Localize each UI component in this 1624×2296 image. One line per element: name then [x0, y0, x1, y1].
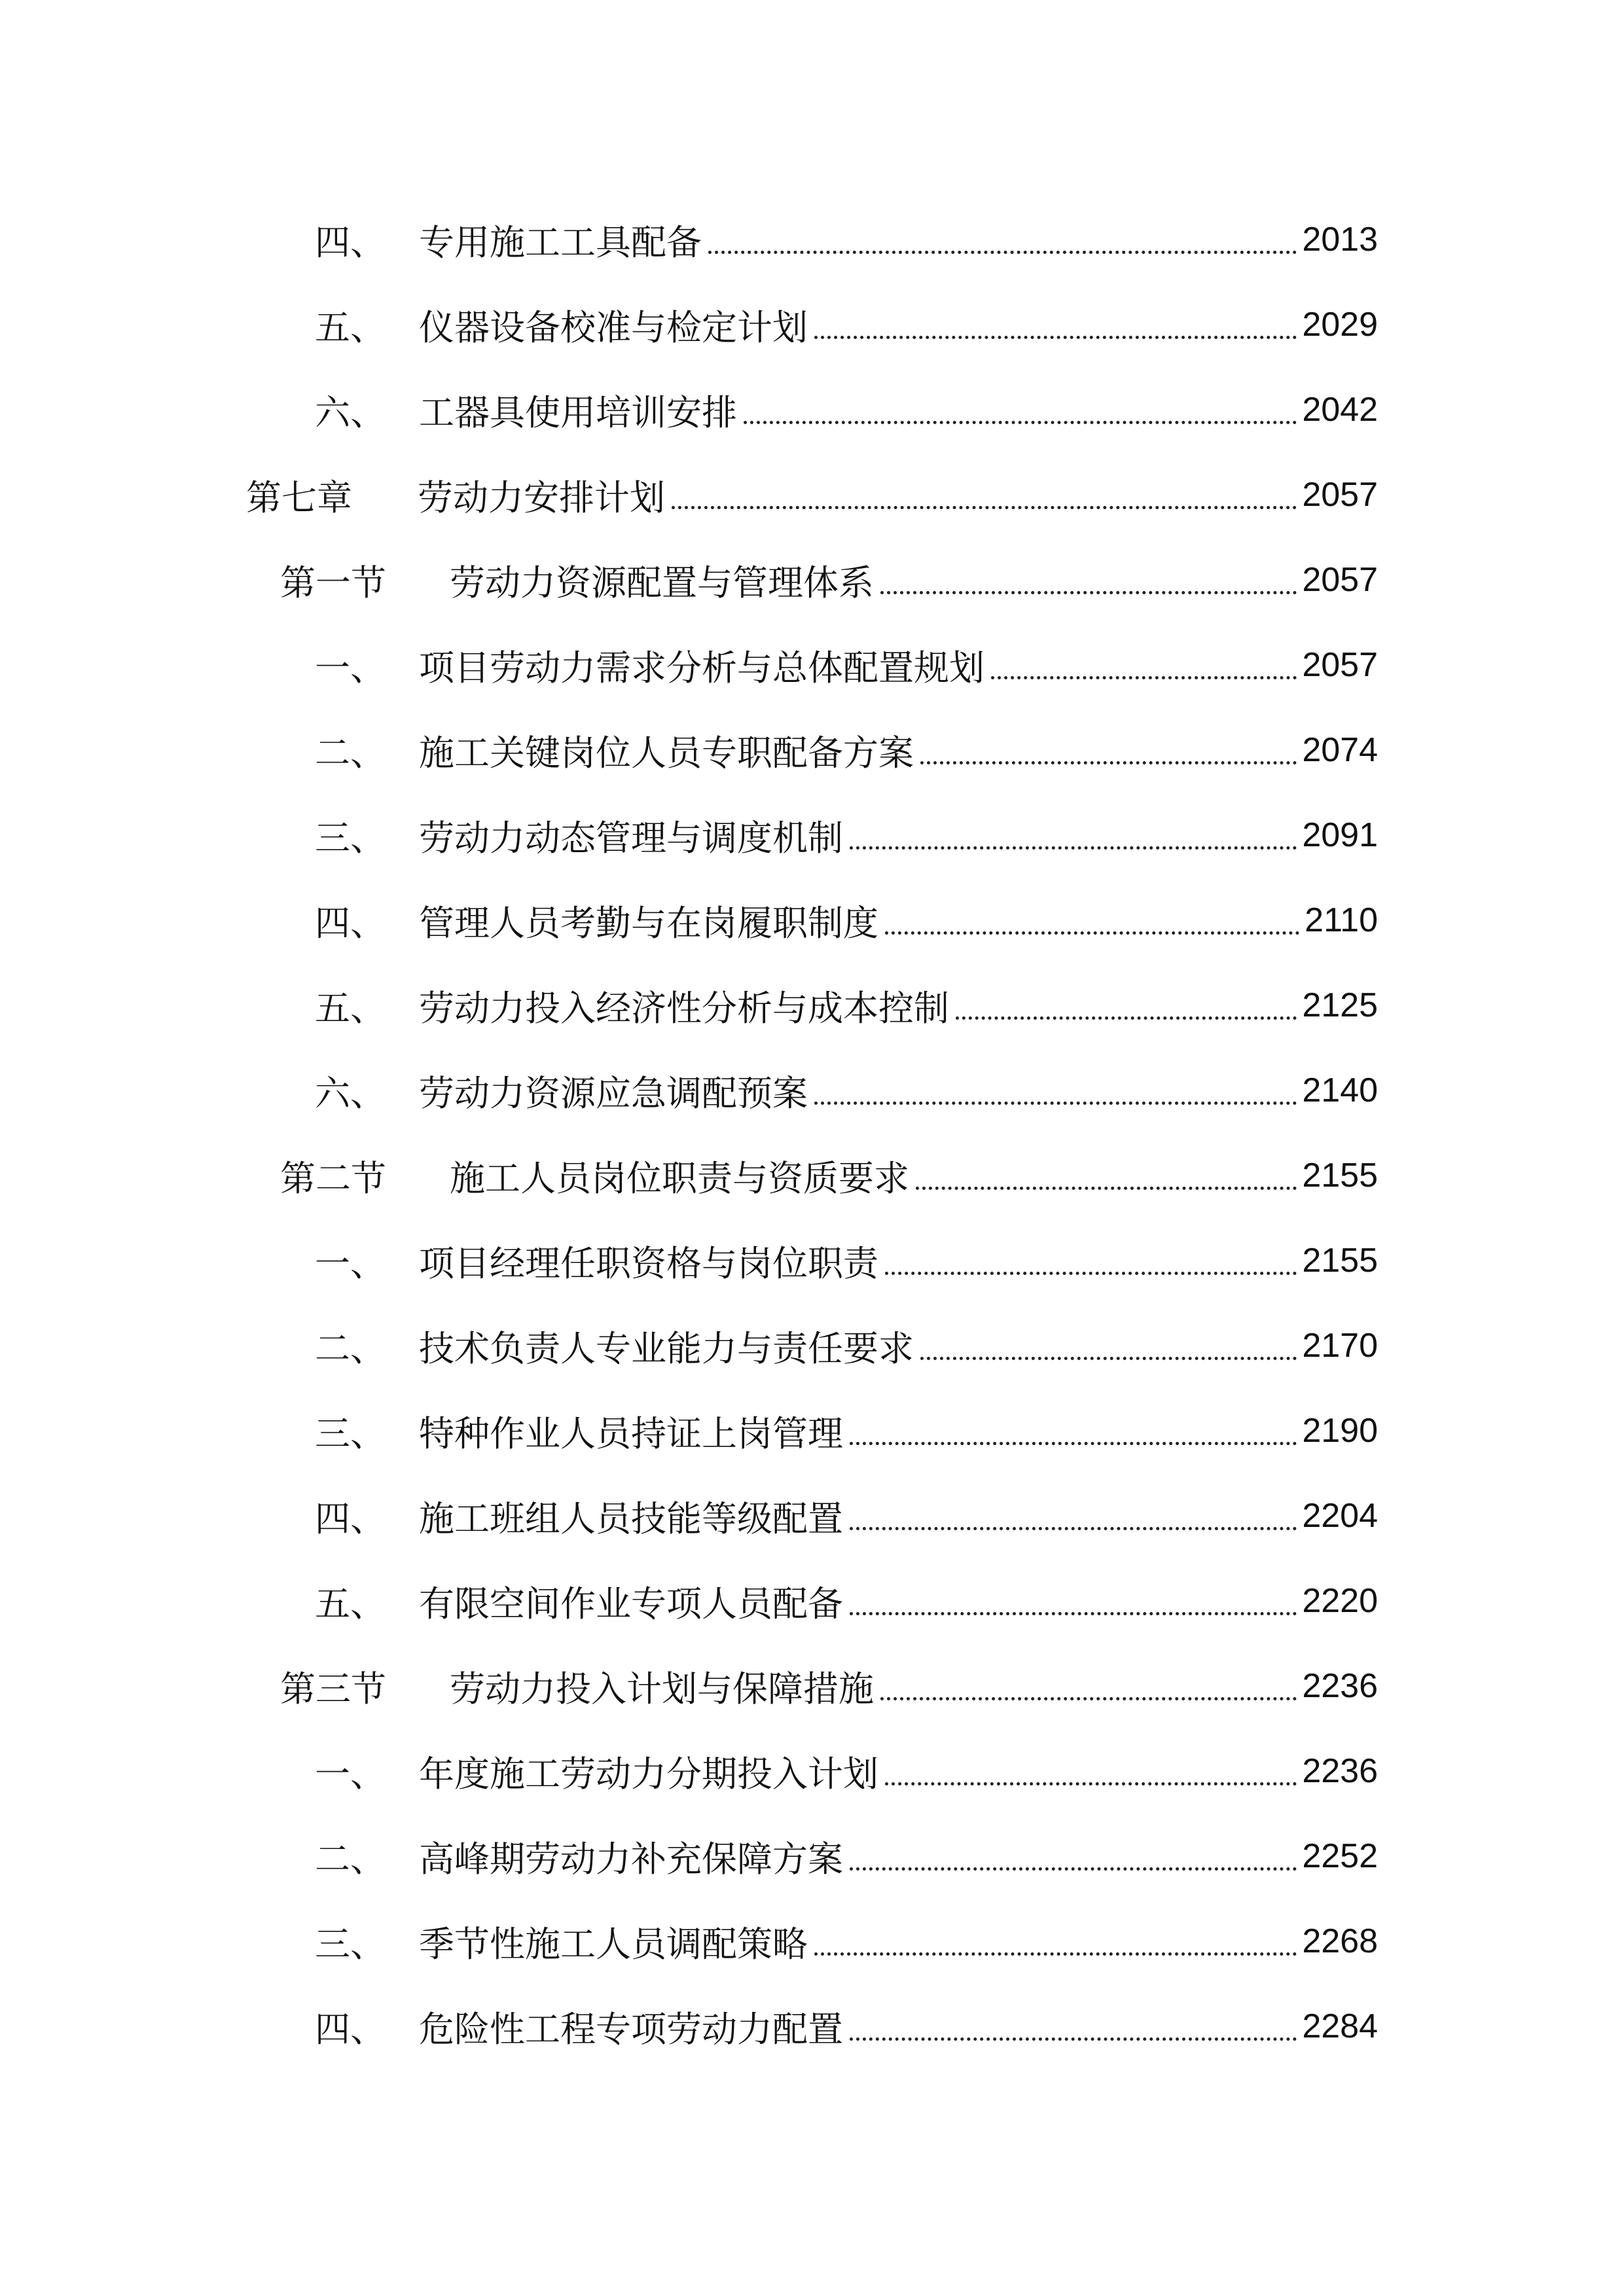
toc-entry-page: 2074: [1302, 731, 1378, 769]
toc-entry-number: 四、: [315, 221, 386, 263]
toc-entry-title: 施工人员岗位职责与资质要求: [450, 1157, 909, 1199]
toc-dot-leader: [850, 2002, 1297, 2041]
toc-entry-page: 2029: [1302, 306, 1378, 344]
toc-entry-number: 六、: [315, 391, 386, 433]
toc-dot-leader: [956, 981, 1297, 1020]
toc-entry-number: 第二节: [280, 1157, 386, 1199]
toc-entry-number: 五、: [315, 1583, 386, 1624]
toc-entry-page: 2170: [1302, 1327, 1378, 1365]
toc-entry-page: 2220: [1302, 1582, 1378, 1620]
toc-entry-page: 2236: [1302, 1667, 1378, 1705]
toc-entry-title: 年度施工劳动力分期投入计划: [419, 1753, 878, 1795]
toc-entry-page: 2284: [1302, 2007, 1378, 2045]
toc-entry-page: 2091: [1302, 816, 1378, 854]
toc-entry-page: 2236: [1302, 1752, 1378, 1790]
toc-entry-title: 工器具使用培训安排: [419, 391, 737, 433]
toc-section-entry[interactable]: [280, 550, 1378, 609]
toc-entry[interactable]: [315, 891, 1378, 950]
toc-entry-number: 三、: [315, 817, 386, 859]
toc-entry[interactable]: [315, 636, 1378, 694]
toc-entry-title: 劳动力投入计划与保障措施: [450, 1668, 874, 1710]
toc-entry-title: 项目经理任职资格与岗位职责: [419, 1242, 878, 1284]
toc-entry-page: 2042: [1302, 391, 1378, 429]
toc-dot-leader: [814, 1917, 1297, 1956]
toc-entry[interactable]: [315, 295, 1378, 354]
toc-entry-title: 劳动力资源应急调配预案: [419, 1072, 808, 1114]
toc-entry-title: 特种作业人员持证上岗管理: [419, 1412, 843, 1454]
toc-entry-title: 劳动力投入经济性分析与成本控制: [419, 987, 949, 1029]
toc-entry[interactable]: [315, 721, 1378, 780]
toc-entry-number: 三、: [315, 1923, 386, 1965]
toc-entry-number: 四、: [315, 902, 386, 944]
toc-entry-title: 季节性施工人员调配策略: [419, 1923, 808, 1965]
toc-entry[interactable]: [315, 1486, 1378, 1545]
toc-dot-leader: [880, 1662, 1297, 1700]
toc-entry-number: 二、: [315, 732, 386, 774]
toc-dot-leader: [708, 215, 1297, 254]
toc-entry-page: 2155: [1302, 1157, 1378, 1194]
toc-entry-page: 2110: [1305, 901, 1378, 939]
toc-entry-page: 2125: [1302, 986, 1378, 1024]
toc-entry[interactable]: [315, 1827, 1378, 1886]
toc-entry-title: 施工关键岗位人员专职配备方案: [419, 732, 914, 774]
toc-entry-title: 管理人员考勤与在岗履职制度: [419, 902, 878, 944]
toc-entry-page: 2057: [1302, 561, 1378, 599]
toc-entry-title: 危险性工程专项劳动力配置: [419, 2008, 843, 2050]
toc-dot-leader: [850, 1407, 1297, 1445]
toc-entry[interactable]: [315, 806, 1378, 865]
toc-entry-number: 第一节: [280, 562, 386, 603]
toc-entry-page: 2140: [1302, 1071, 1378, 1109]
toc-section-entry[interactable]: [280, 1657, 1378, 1715]
toc-dot-leader: [850, 811, 1297, 850]
toc-section-entry[interactable]: [280, 1146, 1378, 1205]
toc-dot-leader: [850, 1492, 1297, 1530]
toc-entry-number: 三、: [315, 1412, 386, 1454]
toc-entry-number: 二、: [315, 1327, 386, 1369]
toc-entry-page: 2057: [1302, 476, 1378, 514]
toc-dot-leader: [885, 1747, 1297, 1785]
toc-dot-leader: [814, 300, 1297, 339]
toc-entry-number: 一、: [315, 647, 386, 689]
toc-entry-number: 四、: [315, 1498, 386, 1539]
toc-entry-page: 2155: [1302, 1242, 1378, 1280]
toc-entry-number: 六、: [315, 1072, 386, 1114]
toc-entry-number: 四、: [315, 2008, 386, 2050]
toc-entry-number: 五、: [315, 987, 386, 1029]
toc-entry-page: 2204: [1302, 1497, 1378, 1535]
toc-entry[interactable]: [315, 1316, 1378, 1375]
toc-entry-number: 第三节: [280, 1668, 386, 1710]
toc-entry-title: 施工班组人员技能等级配置: [419, 1498, 843, 1539]
toc-entry[interactable]: [315, 976, 1378, 1035]
toc-dot-leader: [850, 1832, 1297, 1871]
toc-entry[interactable]: [315, 1401, 1378, 1460]
toc-entry-title: 劳动力动态管理与调度机制: [419, 817, 843, 859]
toc-entry-title: 项目劳动力需求分析与总体配置规划: [419, 647, 984, 689]
toc-entry[interactable]: [315, 1061, 1378, 1120]
toc-dot-leader: [920, 726, 1297, 764]
toc-entry[interactable]: [315, 210, 1378, 269]
toc-dot-leader: [814, 1066, 1297, 1105]
toc-dot-leader: [672, 471, 1297, 509]
toc-entry-page: 2057: [1302, 646, 1378, 684]
toc-entry-title: 劳动力资源配置与管理体系: [450, 562, 874, 603]
toc-dot-leader: [885, 896, 1299, 935]
toc-entry-title: 劳动力安排计划: [418, 476, 665, 518]
toc-entry-page: 2013: [1302, 221, 1378, 259]
toc-dot-leader: [880, 556, 1297, 594]
toc-entry[interactable]: [315, 380, 1378, 439]
toc-dot-leader: [744, 386, 1297, 424]
toc-entry-number: 一、: [315, 1242, 386, 1284]
toc-entry-title: 仪器设备校准与检定计划: [419, 306, 808, 348]
toc-dot-leader: [991, 641, 1297, 679]
toc-entry-title: 有限空间作业专项人员配备: [419, 1583, 843, 1624]
toc-entry-title: 专用施工工具配备: [419, 221, 702, 263]
toc-entry-number: 一、: [315, 1753, 386, 1795]
toc-entry[interactable]: [315, 1742, 1378, 1801]
toc-entry[interactable]: [315, 1231, 1378, 1290]
toc-entry-number: 五、: [315, 306, 386, 348]
toc-entry[interactable]: [315, 1571, 1378, 1630]
toc-entry-number: 二、: [315, 1838, 386, 1880]
toc-entry-page: 2252: [1302, 1837, 1378, 1875]
toc-dot-leader: [920, 1321, 1297, 1360]
toc-entry-title: 技术负责人专业能力与责任要求: [419, 1327, 914, 1369]
toc-entry-title: 高峰期劳动力补充保障方案: [419, 1838, 843, 1880]
toc-dot-leader: [850, 1577, 1297, 1615]
toc-entry-page: 2268: [1302, 1922, 1378, 1960]
toc-dot-leader: [885, 1236, 1297, 1275]
toc-chapter-entry[interactable]: [246, 465, 1378, 524]
toc-dot-leader: [916, 1151, 1297, 1190]
toc-entry[interactable]: [315, 1912, 1378, 1971]
toc-entry[interactable]: [315, 1997, 1378, 2056]
toc-entry-number: 第七章: [246, 476, 352, 518]
toc-entry-page: 2190: [1302, 1412, 1378, 1450]
